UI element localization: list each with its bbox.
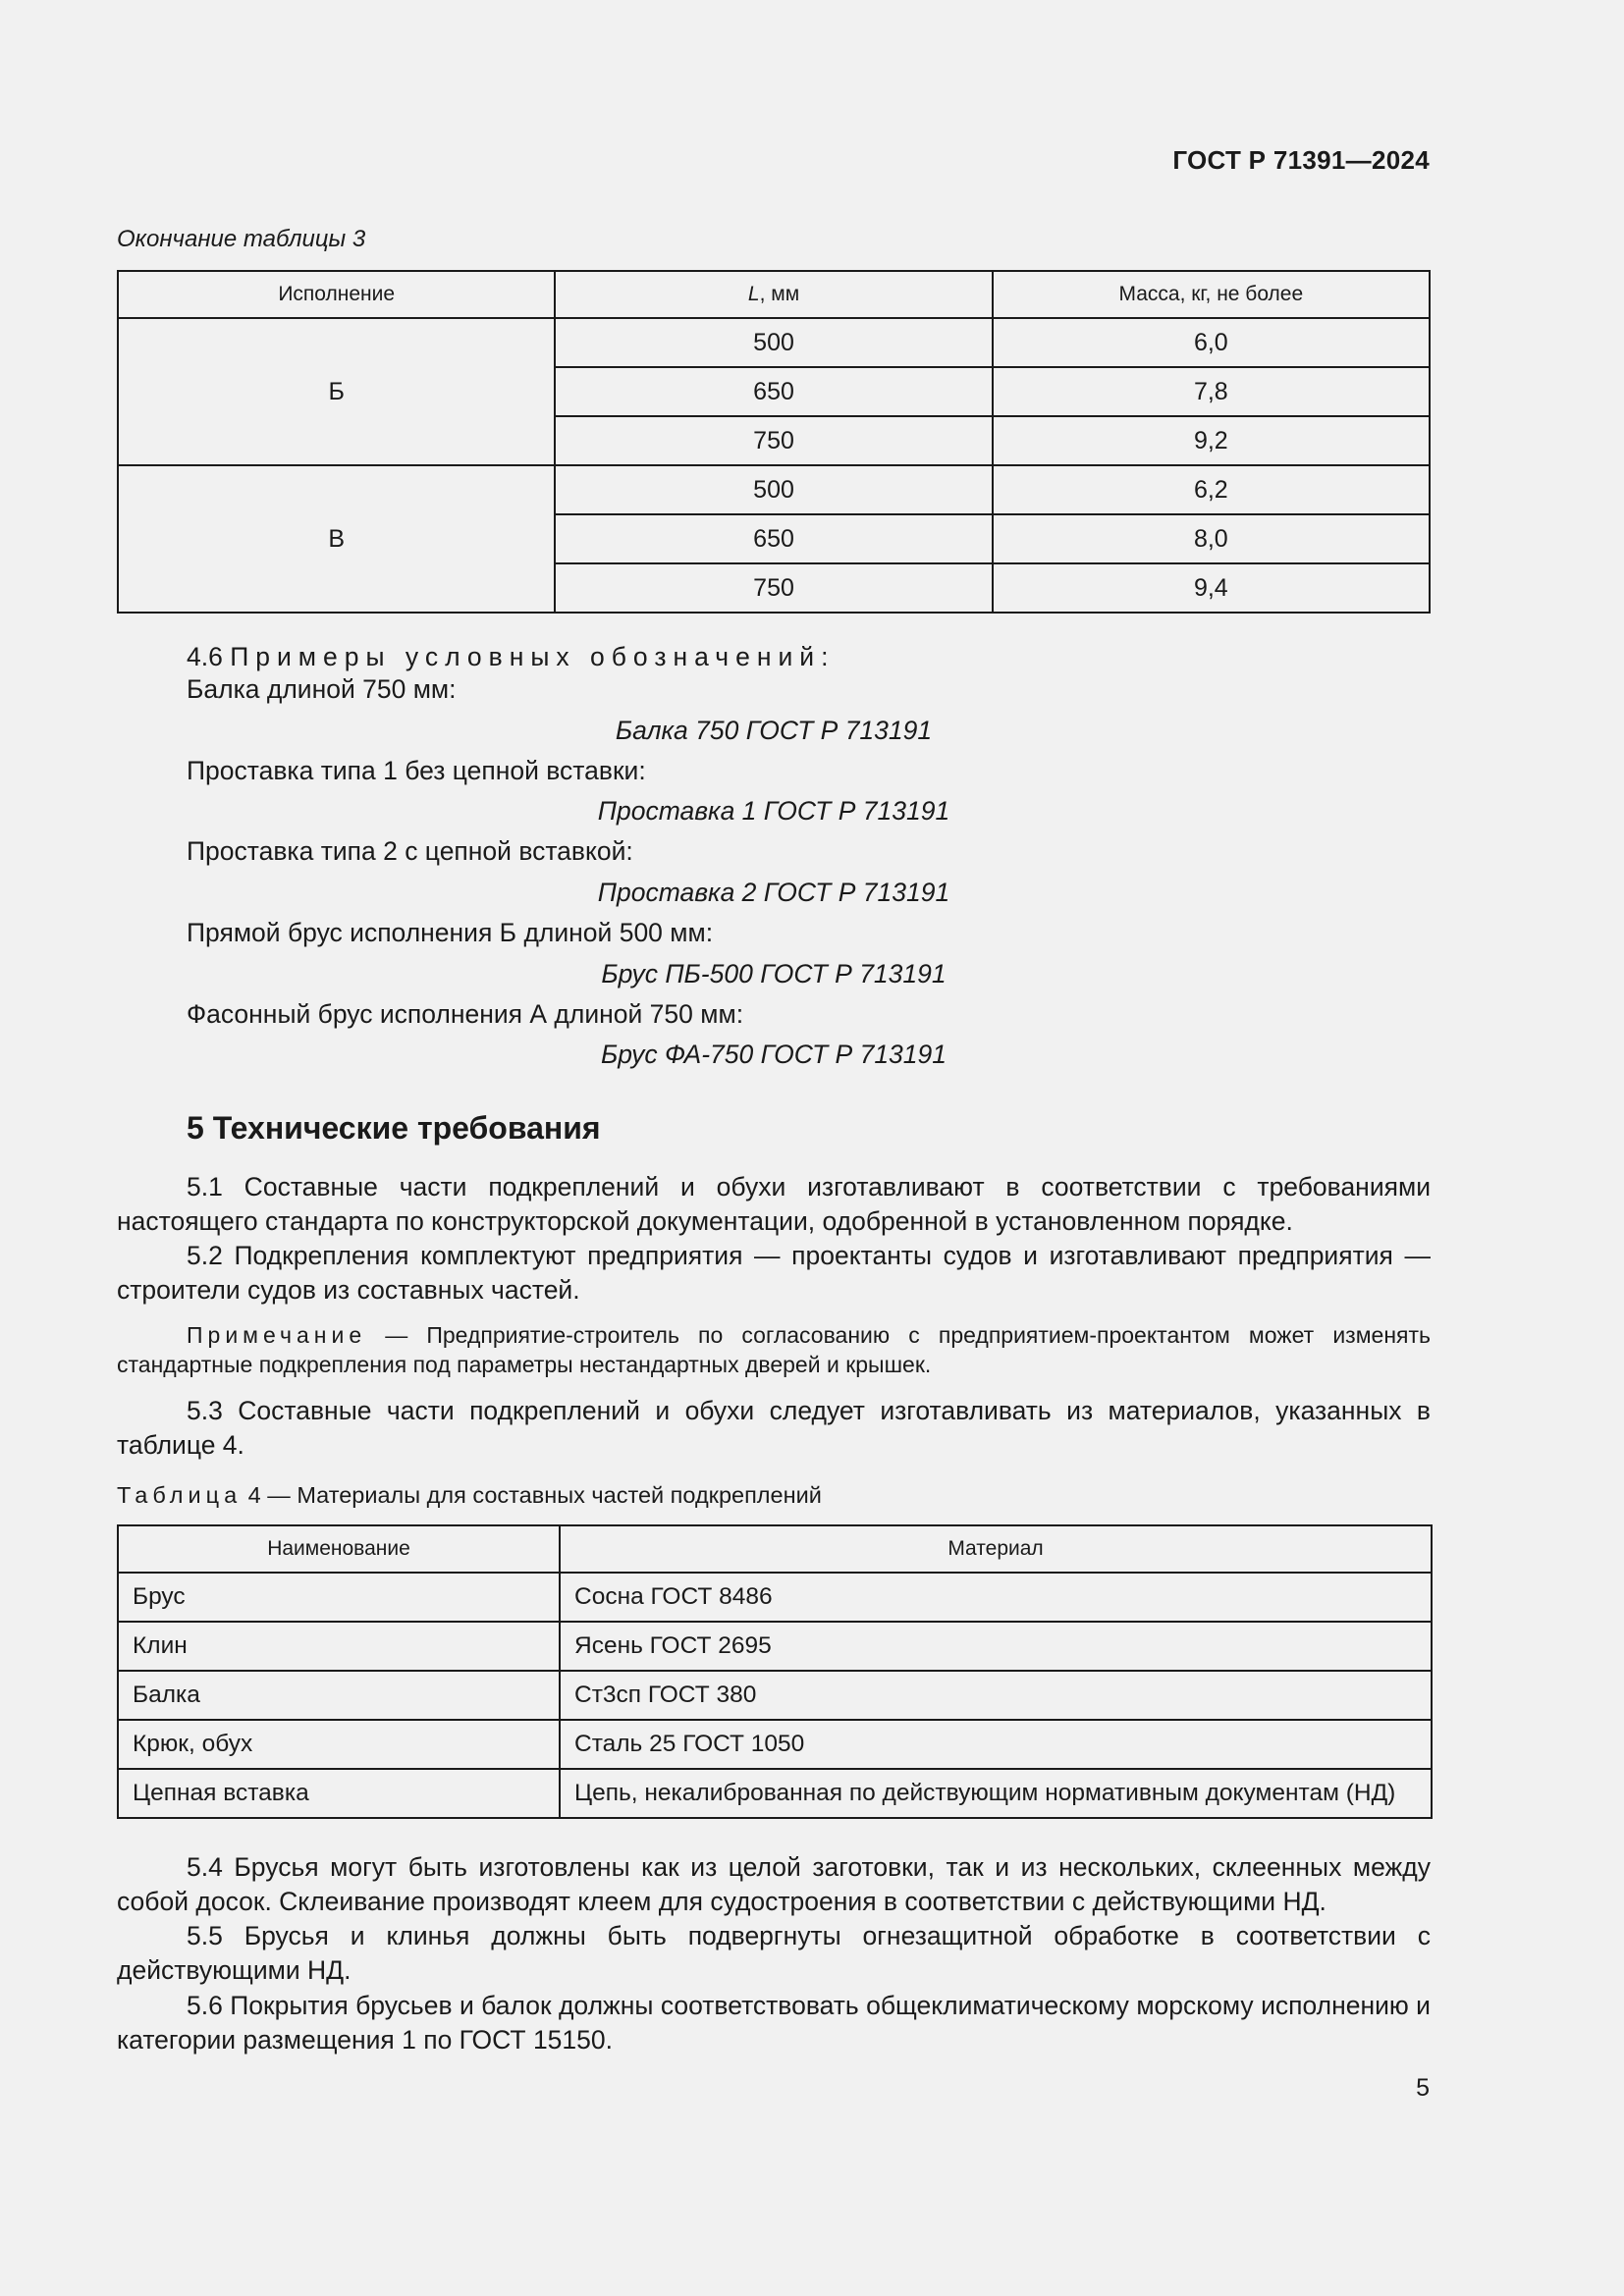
table4-material-cell: Сосна ГОСТ 8486 bbox=[560, 1573, 1432, 1622]
example-text: Прямой брус исполнения Б длиной 500 мм: bbox=[187, 918, 714, 947]
paragraph-5-6 bbox=[117, 1989, 1431, 2057]
table4-header-name: Наименование bbox=[118, 1525, 560, 1573]
table4-name-cell: Клин bbox=[118, 1622, 560, 1671]
table4-material-cell: Ясень ГОСТ 2695 bbox=[560, 1622, 1432, 1671]
table4-material-cell: Сталь 25 ГОСТ 1050 bbox=[560, 1720, 1432, 1769]
paragraph-5-4-text: 5.4 Брусья могут быть изготовлены как из целой заготовки, так и из нескольких, склеенных между собой досок. Склеивание производят клеем для судостроения в соответствии с действующими НД. bbox=[117, 1852, 1431, 1916]
table-row bbox=[118, 1720, 1432, 1769]
table4-name-cell: Балка bbox=[118, 1671, 560, 1720]
table3-length-cell: 750 bbox=[555, 416, 992, 465]
table3-mass-cell: 9,4 bbox=[993, 563, 1430, 613]
note-label: Примечание bbox=[187, 1322, 367, 1348]
section-4-6-heading bbox=[187, 640, 835, 674]
table3-group-name: Б bbox=[118, 318, 555, 465]
table3-header-row bbox=[118, 271, 1430, 318]
example-code: Балка 750 ГОСТ Р 713191 bbox=[615, 716, 933, 745]
table3-mass-cell: 6,2 bbox=[993, 465, 1430, 514]
note-text: — Предприятие-строитель по согласованию с предприятием-проектантом может изменять стандартные подкрепления под параметры нестандартных дверей и крышек. bbox=[117, 1322, 1431, 1377]
table-row bbox=[118, 1671, 1432, 1720]
example-code: Проставка 2 ГОСТ Р 713191 bbox=[597, 878, 950, 907]
table4-name-cell: Цепная вставка bbox=[118, 1769, 560, 1818]
table-row bbox=[118, 1573, 1432, 1622]
table4-header-row bbox=[118, 1525, 1432, 1573]
example-code: Проставка 1 ГОСТ Р 713191 bbox=[597, 796, 950, 826]
paragraph-5-5 bbox=[117, 1919, 1431, 1988]
note bbox=[117, 1320, 1431, 1379]
paragraph-5-1-text: 5.1 Составные части подкреплений и обухи изготавливают в соответствии с требованиями настоящего стандарта по конструкторской документации, одобренной в установленном порядке. bbox=[117, 1172, 1431, 1236]
page-number: 5 bbox=[1416, 2074, 1430, 2102]
table3-group-name: В bbox=[118, 465, 555, 613]
table3-length-cell: 500 bbox=[555, 318, 992, 367]
table3-mass-cell: 6,0 bbox=[993, 318, 1430, 367]
paragraph-5-4 bbox=[117, 1850, 1431, 1919]
table4 bbox=[117, 1524, 1433, 1819]
example-text: Фасонный брус исполнения А длиной 750 мм: bbox=[187, 999, 744, 1029]
example-text: Балка длиной 750 мм: bbox=[187, 674, 457, 704]
section-5-title: 5 Технические требования bbox=[187, 1110, 601, 1146]
table-row bbox=[118, 1769, 1432, 1818]
paragraph-5-2-text: 5.2 Подкрепления комплектуют предприятия — проектанты судов и изготавливают предприятия — строители судов из составных частей. bbox=[117, 1241, 1431, 1305]
example-text: Проставка типа 2 с цепной вставкой: bbox=[187, 836, 633, 866]
table4-header-material: Материал bbox=[560, 1525, 1432, 1573]
section-4-6-number: 4.6 bbox=[187, 642, 223, 671]
table3-mass-cell: 8,0 bbox=[993, 514, 1430, 563]
table3-header-length bbox=[555, 271, 992, 318]
section-4-6-title: Примеры условных обозначений: bbox=[230, 642, 836, 671]
example-text: Проставка типа 1 без цепной вставки: bbox=[187, 756, 646, 785]
table3 bbox=[117, 270, 1431, 614]
example-code: Брус ПБ-500 ГОСТ Р 713191 bbox=[601, 959, 947, 988]
paragraph-5-6-text: 5.6 Покрытия брусьев и балок должны соответствовать общеклиматическому морскому исполнению и категории размещения 1 по ГОСТ 15150. bbox=[117, 1991, 1431, 2055]
paragraph-5-2 bbox=[117, 1239, 1431, 1308]
paragraph-5-1 bbox=[117, 1170, 1431, 1239]
table4-caption-text: 4 — Материалы для составных частей подкреплений bbox=[242, 1482, 822, 1508]
table3-header-length-var: L bbox=[747, 283, 760, 305]
table4-caption-label: Таблица bbox=[117, 1482, 243, 1508]
table3-header-mass: Масса, кг, не более bbox=[993, 271, 1430, 318]
table4-name-cell: Брус bbox=[118, 1573, 560, 1622]
table-row bbox=[118, 318, 1430, 367]
table3-length-cell: 500 bbox=[555, 465, 992, 514]
table-row bbox=[118, 465, 1430, 514]
example-code: Брус ФА-750 ГОСТ Р 713191 bbox=[600, 1040, 947, 1069]
table3-mass-cell: 9,2 bbox=[993, 416, 1430, 465]
table3-length-cell: 650 bbox=[555, 514, 992, 563]
table3-caption: Окончание таблицы 3 bbox=[117, 226, 366, 252]
table3-length-cell: 750 bbox=[555, 563, 992, 613]
table4-caption bbox=[117, 1482, 822, 1509]
table3-length-cell: 650 bbox=[555, 367, 992, 416]
table3-header-length-unit: , мм bbox=[759, 283, 800, 305]
paragraph-5-5-text: 5.5 Брусья и клинья должны быть подвергнуты огнезащитной обработке в соответствии с действующими НД. bbox=[117, 1921, 1431, 1985]
paragraph-5-3 bbox=[117, 1394, 1431, 1463]
paragraph-5-3-text: 5.3 Составные части подкреплений и обухи следует изготавливать из материалов, указанных в таблице 4. bbox=[117, 1396, 1431, 1460]
table3-mass-cell: 7,8 bbox=[993, 367, 1430, 416]
standard-code: ГОСТ Р 71391—2024 bbox=[1172, 145, 1430, 175]
table4-material-cell: Ст3сп ГОСТ 380 bbox=[560, 1671, 1432, 1720]
table3-header-execution: Исполнение bbox=[118, 271, 555, 318]
table4-name-cell: Крюк, обух bbox=[118, 1720, 560, 1769]
table-row bbox=[118, 1622, 1432, 1671]
table4-material-cell: Цепь, некалиброванная по действующим нормативным документам (НД) bbox=[560, 1769, 1432, 1818]
